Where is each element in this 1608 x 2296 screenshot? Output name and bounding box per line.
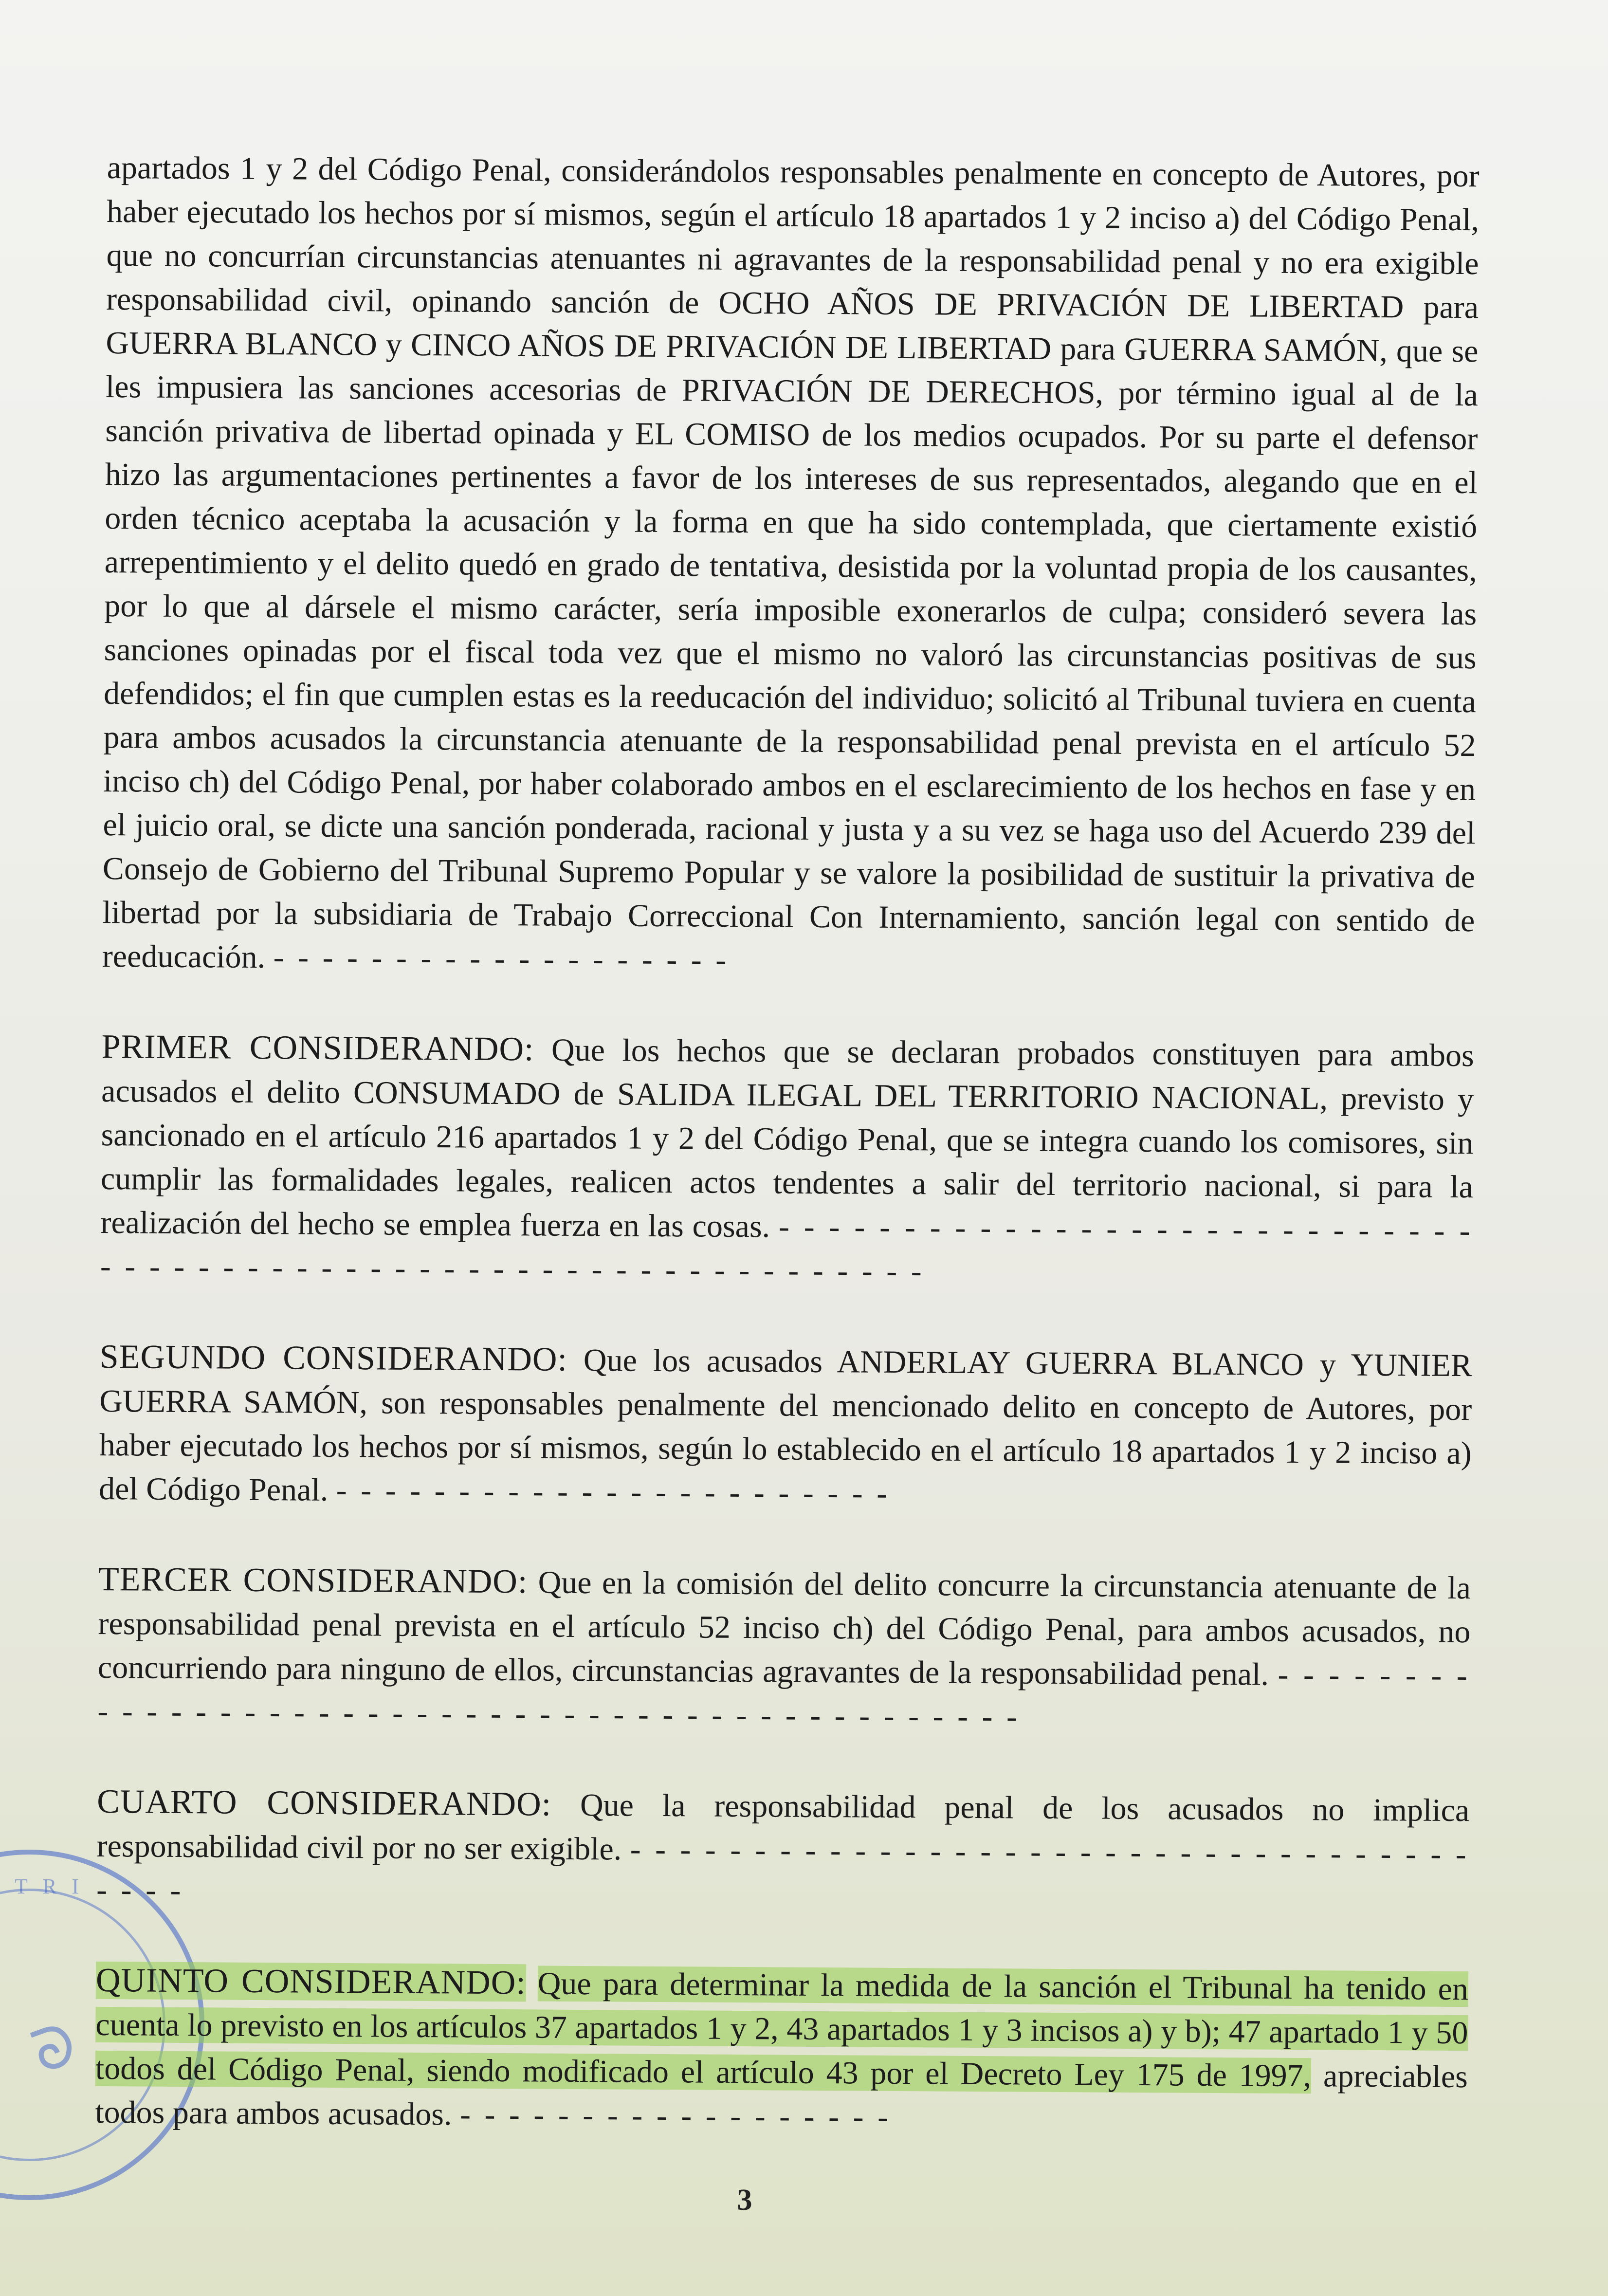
paragraph-primer-considerando <box>100 1025 1474 1297</box>
paragraph-text: Que los hechos que se declaran probados constituyen para ambos acusados el delito CONSUMADO de SALIDA ILEGAL DEL TERRITORIO NACIONAL, previsto y sancionado en el artículo 216 apartados 1 y 2 del Código Penal, que se integra cuando los comisores, sin cumplir las formalidades legales, realicen actos tendentes a salir del territorio nacional, si para la realización del hecho se emplea fuerza en las cosas. <box>100 1032 1474 1245</box>
stamp-signature-mark: ᘐ <box>24 2011 85 2086</box>
highlighted-text: Que para determinar la medida de la sanción el Tribunal ha tenido en cuenta lo previsto en los artículos 37 apartados 1 y 2, 43 apartados 1 y 3 incisos a) y b); 47 apartado 1 y 50 todos del Código Penal, siendo modificado el artículo 43 por el Decreto Ley 175 de 1997, <box>95 1965 1469 2094</box>
section-heading: QUINTO CONSIDERANDO: <box>95 1961 526 2002</box>
paragraph-tercer-considerando <box>97 1558 1471 1742</box>
paragraph-cuarto-considerando <box>96 1780 1470 1920</box>
section-heading: TERCER CONSIDERANDO: <box>98 1560 528 1601</box>
page-number: 3 <box>737 2184 752 2217</box>
dash-fill: - - - - - - - - - - - - - - - - - - - - - - - - - - - - - - - - - - - - - - <box>96 1831 1469 1909</box>
section-heading: PRIMER CONSIDERANDO: <box>101 1028 534 1068</box>
dash-fill: - - - - - - - - - - - - - - - - - - - <box>273 939 730 978</box>
dash-fill: - - - - - - - - - - - - - - - - - - <box>459 2096 892 2135</box>
paragraph-quinto-considerando <box>95 1959 1468 2143</box>
dash-fill: - - - - - - - - - - - - - - - - - - - - - - - - - - - - - - - - - - - - - - - - - - - - - - <box>97 1656 1471 1735</box>
paragraph-segundo-considerando <box>99 1335 1472 1519</box>
section-heading: SEGUNDO CONSIDERANDO: <box>99 1338 568 1378</box>
paragraph-text: apartados 1 y 2 del Código Penal, considerándolos responsables penalmente en concepto de Autores, por haber ejecutado los hechos por sí mismos, según el artículo 18 apartados 1 y 2 inciso a) del Código Penal, que no concurrían circunstancias atenuantes ni agravantes de la responsabilidad penal y no era exigible responsabilidad civil, opinando sanción de OCHO AÑOS DE PRIVACIÓN DE LIBERTAD para GUERRA BLANCO y CINCO AÑOS DE PRIVACIÓN DE LIBERTAD para GUERRA SAMÓN, que se les impusiera las sanciones accesorias de PRIVACIÓN DE DERECHOS, por término igual al de la sanción privativa de libertad opinada y EL COMISO de los medios ocupados. Por su parte el defensor hizo las argumentaciones pertinentes a favor de los intereses de sus representados, alegando que en el orden técnico aceptaba la acusación y la forma en que ha sido contemplada, que ciertamente existió arrepentimiento y el delito quedó en grado de tentativa, desistida por la voluntad propia de los causantes, por lo que al dársele el mismo carácter, sería imposible exonerarlos de culpa; consideró severa las sanciones opinadas por el fiscal toda vez que el mismo no valoró las circunstancias positivas de sus defendidos; el fin que cumplen estas es la reeducación del individuo; solicitó al Tribunal tuviera en cuenta para ambos acusados la circunstancia atenuante de la responsabilidad penal prevista en el artículo 52 inciso ch) del Código Penal, por haber colaborado ambos en el esclarecimiento de los hechos en fase y en el juicio oral, se dicte una sanción ponderada, racional y justa y a su vez se haga uso del Acuerdo 239 del Consejo de Gobierno del Tribunal Supremo Popular y se valore la posibilidad de sustituir la privativa de libertad por la subsidiaria de Trabajo Correccional Con Internamiento, sanción legal con sentido de reeducación. <box>102 149 1480 975</box>
paragraph-text: Que en la comisión del delito concurre la circunstancia atenuante de la responsabilidad penal prevista en el artículo 52 inciso ch) del Código Penal, para ambos acusados, no concurriendo para ninguno de ellos, circunstancias agravantes de la responsabilidad penal. <box>97 1564 1471 1692</box>
document-body <box>95 146 1480 2143</box>
dash-fill: - - - - - - - - - - - - - - - - - - - - - - - <box>336 1472 891 1511</box>
paragraph-text: apreciables todos para ambos acusados. <box>95 2058 1468 2132</box>
stamp-lettering: T R I <box>15 1874 84 1898</box>
paragraph-defense-arguments <box>102 146 1480 987</box>
paragraph-text: Que los acusados ANDERLAY GUERRA BLANCO y YUNIER GUERRA SAMÓN, son responsables penalmente del mencionado delito en concepto de Autores, por haber ejecutado los hechos por sí mismos, según lo establecido en el artículo 18 apartados 1 y 2 inciso a) del Código Penal. <box>98 1342 1472 1508</box>
section-heading: CUARTO CONSIDERANDO: <box>96 1782 552 1823</box>
dash-fill: - - - - - - - - - - - - - - - - - - - - - - - - - - - - - - - - - - - - - - - - - - - - - - - - - - - - - - - - - - - - - - <box>100 1209 1473 1289</box>
paragraph-text: Que la responsabilidad penal de los acusados no implica responsabilidad civil por no ser exigible. <box>96 1787 1470 1867</box>
